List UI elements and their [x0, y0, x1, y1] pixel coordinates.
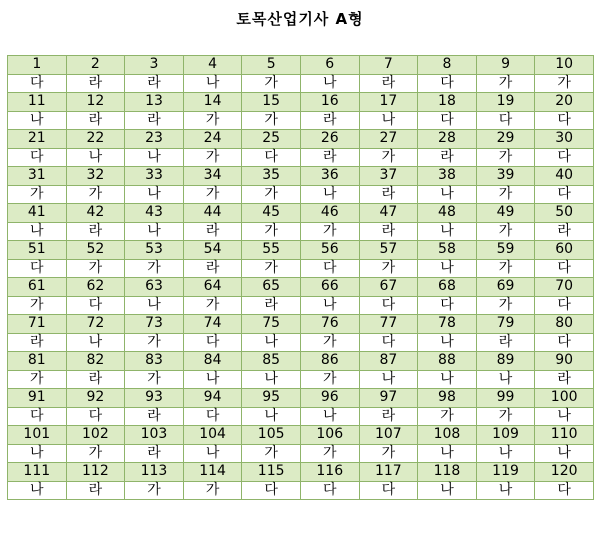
question-number-cell: 54	[183, 241, 242, 260]
question-number-cell: 37	[359, 167, 418, 186]
question-number-cell: 116	[300, 463, 359, 482]
answer-cell: 라	[359, 185, 418, 204]
question-number-cell: 69	[476, 278, 535, 297]
question-number-cell: 24	[183, 130, 242, 149]
answer-cell: 다	[535, 481, 594, 500]
answer-cell: 나	[418, 333, 477, 352]
question-number-cell: 41	[8, 204, 67, 223]
question-number-cell: 102	[66, 426, 125, 445]
question-number-cell: 61	[8, 278, 67, 297]
answer-cell: 라	[66, 111, 125, 130]
answer-cell: 다	[535, 185, 594, 204]
answer-cell: 나	[418, 370, 477, 389]
question-number-cell: 30	[535, 130, 594, 149]
answer-cell: 라	[183, 259, 242, 278]
answer-cell: 라	[359, 407, 418, 426]
answer-cell: 다	[418, 296, 477, 315]
answer-cell: 다	[66, 407, 125, 426]
question-number-row	[8, 315, 594, 334]
answer-cell: 나	[300, 407, 359, 426]
answer-cell: 가	[476, 296, 535, 315]
answer-cell: 나	[125, 185, 184, 204]
answer-cell: 가	[476, 259, 535, 278]
question-number-row	[8, 389, 594, 408]
answer-cell: 다	[8, 259, 67, 278]
answer-cell: 라	[359, 222, 418, 241]
question-number-cell: 5	[242, 56, 301, 75]
question-number-row	[8, 426, 594, 445]
question-number-cell: 11	[8, 93, 67, 112]
question-number-cell: 104	[183, 426, 242, 445]
question-number-cell: 120	[535, 463, 594, 482]
question-number-cell: 22	[66, 130, 125, 149]
answer-cell: 가	[66, 259, 125, 278]
answer-cell: 라	[418, 148, 477, 167]
page-title: 토목산업기사 A형	[236, 10, 364, 28]
answer-cell: 가	[125, 259, 184, 278]
answer-cell: 가	[183, 111, 242, 130]
answer-cell: 가	[242, 185, 301, 204]
answer-cell: 가	[183, 148, 242, 167]
answer-cell: 가	[300, 222, 359, 241]
question-number-cell: 44	[183, 204, 242, 223]
answer-cell: 가	[8, 185, 67, 204]
question-number-cell: 55	[242, 241, 301, 260]
question-number-cell: 28	[418, 130, 477, 149]
question-number-cell: 1	[8, 56, 67, 75]
question-number-cell: 86	[300, 352, 359, 371]
question-number-cell: 59	[476, 241, 535, 260]
question-number-cell: 106	[300, 426, 359, 445]
answer-cell: 가	[359, 259, 418, 278]
question-number-cell: 60	[535, 241, 594, 260]
question-number-cell: 12	[66, 93, 125, 112]
question-number-cell: 98	[418, 389, 477, 408]
answer-cell: 가	[535, 74, 594, 93]
question-number-cell: 112	[66, 463, 125, 482]
answer-cell: 가	[242, 222, 301, 241]
answer-cell: 가	[242, 444, 301, 463]
answer-cell: 나	[300, 185, 359, 204]
question-number-cell: 48	[418, 204, 477, 223]
question-number-cell: 78	[418, 315, 477, 334]
answer-cell: 가	[300, 333, 359, 352]
answer-cell: 나	[476, 370, 535, 389]
question-number-cell: 87	[359, 352, 418, 371]
question-number-row	[8, 130, 594, 149]
answer-cell: 다	[535, 111, 594, 130]
answer-cell: 나	[476, 444, 535, 463]
question-number-cell: 107	[359, 426, 418, 445]
question-number-cell: 58	[418, 241, 477, 260]
question-number-cell: 90	[535, 352, 594, 371]
answer-cell: 다	[8, 74, 67, 93]
question-number-cell: 52	[66, 241, 125, 260]
question-number-row	[8, 352, 594, 371]
question-number-cell: 92	[66, 389, 125, 408]
question-number-cell: 3	[125, 56, 184, 75]
answer-cell: 가	[300, 444, 359, 463]
answer-cell: 나	[8, 111, 67, 130]
question-number-cell: 10	[535, 56, 594, 75]
answer-cell: 나	[535, 407, 594, 426]
answer-cell: 라	[66, 74, 125, 93]
question-number-cell: 34	[183, 167, 242, 186]
question-number-cell: 79	[476, 315, 535, 334]
answer-cell: 나	[242, 370, 301, 389]
answer-cell: 다	[535, 259, 594, 278]
answer-cell: 가	[8, 296, 67, 315]
question-number-cell: 56	[300, 241, 359, 260]
question-number-cell: 8	[418, 56, 477, 75]
answer-cell: 가	[242, 111, 301, 130]
question-number-cell: 31	[8, 167, 67, 186]
answer-cell: 나	[125, 296, 184, 315]
answer-cell: 가	[242, 259, 301, 278]
answer-cell: 나	[300, 74, 359, 93]
answer-cell: 라	[535, 222, 594, 241]
answer-cell: 라	[300, 148, 359, 167]
question-number-cell: 35	[242, 167, 301, 186]
answer-cell: 가	[242, 74, 301, 93]
question-number-row	[8, 93, 594, 112]
question-number-cell: 109	[476, 426, 535, 445]
question-number-cell: 94	[183, 389, 242, 408]
question-number-cell: 117	[359, 463, 418, 482]
question-number-cell: 33	[125, 167, 184, 186]
question-number-cell: 101	[8, 426, 67, 445]
answer-cell: 나	[418, 444, 477, 463]
question-number-cell: 46	[300, 204, 359, 223]
answer-row	[8, 222, 594, 241]
question-number-cell: 36	[300, 167, 359, 186]
answer-cell: 다	[418, 74, 477, 93]
answer-cell: 다	[535, 333, 594, 352]
question-number-cell: 73	[125, 315, 184, 334]
question-number-cell: 14	[183, 93, 242, 112]
answer-cell: 다	[183, 333, 242, 352]
answer-cell: 다	[359, 333, 418, 352]
question-number-cell: 40	[535, 167, 594, 186]
question-number-cell: 57	[359, 241, 418, 260]
answer-cell: 라	[66, 222, 125, 241]
question-number-cell: 26	[300, 130, 359, 149]
answer-cell: 라	[66, 370, 125, 389]
question-number-cell: 32	[66, 167, 125, 186]
answer-row	[8, 370, 594, 389]
answer-row	[8, 407, 594, 426]
question-number-cell: 6	[300, 56, 359, 75]
question-number-cell: 114	[183, 463, 242, 482]
answer-cell: 나	[418, 185, 477, 204]
answer-cell: 가	[418, 407, 477, 426]
question-number-cell: 45	[242, 204, 301, 223]
answer-cell: 라	[125, 111, 184, 130]
answer-cell: 나	[66, 148, 125, 167]
question-number-cell: 17	[359, 93, 418, 112]
answer-cell: 가	[300, 370, 359, 389]
question-number-cell: 99	[476, 389, 535, 408]
answer-cell: 나	[125, 148, 184, 167]
question-number-cell: 64	[183, 278, 242, 297]
question-number-cell: 103	[125, 426, 184, 445]
answer-cell: 나	[535, 444, 594, 463]
question-number-cell: 84	[183, 352, 242, 371]
answer-cell: 가	[359, 444, 418, 463]
answer-cell: 나	[125, 222, 184, 241]
question-number-cell: 27	[359, 130, 418, 149]
question-number-cell: 21	[8, 130, 67, 149]
question-number-row	[8, 241, 594, 260]
answer-row	[8, 333, 594, 352]
question-number-row	[8, 204, 594, 223]
question-number-cell: 74	[183, 315, 242, 334]
answer-cell: 다	[418, 111, 477, 130]
answer-cell: 나	[300, 296, 359, 315]
question-number-cell: 13	[125, 93, 184, 112]
question-number-cell: 105	[242, 426, 301, 445]
answer-cell: 나	[418, 222, 477, 241]
question-number-cell: 108	[418, 426, 477, 445]
question-number-cell: 29	[476, 130, 535, 149]
answer-row	[8, 481, 594, 500]
question-number-cell: 115	[242, 463, 301, 482]
question-number-cell: 47	[359, 204, 418, 223]
answer-cell: 가	[183, 296, 242, 315]
question-number-row	[8, 278, 594, 297]
question-number-cell: 88	[418, 352, 477, 371]
answer-cell: 나	[183, 74, 242, 93]
answer-cell: 나	[8, 481, 67, 500]
question-number-cell: 67	[359, 278, 418, 297]
answer-cell: 나	[418, 481, 477, 500]
answer-cell: 다	[242, 148, 301, 167]
question-number-cell: 85	[242, 352, 301, 371]
question-number-cell: 16	[300, 93, 359, 112]
answer-cell: 가	[125, 333, 184, 352]
answer-cell: 다	[183, 407, 242, 426]
question-number-cell: 97	[359, 389, 418, 408]
answer-cell: 다	[66, 296, 125, 315]
answer-cell: 가	[476, 185, 535, 204]
question-number-cell: 19	[476, 93, 535, 112]
answer-cell: 가	[476, 74, 535, 93]
answer-cell: 다	[300, 259, 359, 278]
question-number-row	[8, 167, 594, 186]
answer-cell: 가	[125, 370, 184, 389]
answer-row	[8, 259, 594, 278]
answer-cell: 다	[476, 111, 535, 130]
question-number-cell: 77	[359, 315, 418, 334]
answer-cell: 다	[242, 481, 301, 500]
answer-cell: 라	[183, 222, 242, 241]
question-number-cell: 18	[418, 93, 477, 112]
question-number-cell: 53	[125, 241, 184, 260]
answer-cell: 나	[8, 222, 67, 241]
answer-cell: 나	[8, 444, 67, 463]
question-number-cell: 43	[125, 204, 184, 223]
answer-row	[8, 296, 594, 315]
question-number-cell: 118	[418, 463, 477, 482]
question-number-cell: 49	[476, 204, 535, 223]
question-number-cell: 65	[242, 278, 301, 297]
question-number-cell: 4	[183, 56, 242, 75]
answer-cell: 라	[8, 333, 67, 352]
answer-cell: 다	[535, 148, 594, 167]
answer-cell: 다	[300, 481, 359, 500]
answer-row	[8, 74, 594, 93]
question-number-cell: 96	[300, 389, 359, 408]
answer-cell: 라	[359, 74, 418, 93]
answer-cell: 나	[242, 407, 301, 426]
question-number-cell: 93	[125, 389, 184, 408]
question-number-cell: 110	[535, 426, 594, 445]
answer-cell: 라	[476, 333, 535, 352]
question-number-cell: 7	[359, 56, 418, 75]
answer-cell: 라	[66, 481, 125, 500]
answer-cell: 나	[418, 259, 477, 278]
question-number-cell: 80	[535, 315, 594, 334]
question-number-cell: 63	[125, 278, 184, 297]
answer-cell: 가	[183, 481, 242, 500]
answer-row	[8, 148, 594, 167]
answer-cell: 라	[125, 407, 184, 426]
question-number-cell: 2	[66, 56, 125, 75]
question-number-cell: 25	[242, 130, 301, 149]
answer-cell: 라	[242, 296, 301, 315]
answer-cell: 나	[183, 370, 242, 389]
answer-cell: 가	[8, 370, 67, 389]
question-number-cell: 83	[125, 352, 184, 371]
question-number-cell: 9	[476, 56, 535, 75]
question-number-cell: 15	[242, 93, 301, 112]
question-number-cell: 81	[8, 352, 67, 371]
question-number-cell: 38	[418, 167, 477, 186]
answer-cell: 가	[476, 148, 535, 167]
question-number-cell: 23	[125, 130, 184, 149]
question-number-row	[8, 463, 594, 482]
question-number-cell: 68	[418, 278, 477, 297]
question-number-cell: 111	[8, 463, 67, 482]
answer-cell: 가	[125, 481, 184, 500]
question-number-cell: 62	[66, 278, 125, 297]
answer-cell: 다	[359, 296, 418, 315]
question-number-cell: 39	[476, 167, 535, 186]
question-number-cell: 75	[242, 315, 301, 334]
answer-cell: 라	[125, 74, 184, 93]
question-number-cell: 72	[66, 315, 125, 334]
question-number-cell: 95	[242, 389, 301, 408]
question-number-cell: 89	[476, 352, 535, 371]
question-number-cell: 20	[535, 93, 594, 112]
answer-cell: 다	[359, 481, 418, 500]
answer-cell: 나	[359, 370, 418, 389]
question-number-cell: 51	[8, 241, 67, 260]
question-number-cell: 50	[535, 204, 594, 223]
answer-cell: 다	[8, 407, 67, 426]
answer-cell: 가	[66, 444, 125, 463]
answer-table-body	[8, 56, 594, 500]
question-number-cell: 113	[125, 463, 184, 482]
question-number-cell: 91	[8, 389, 67, 408]
answer-row	[8, 111, 594, 130]
question-number-row	[8, 56, 594, 75]
answer-cell: 라	[300, 111, 359, 130]
answer-cell: 다	[535, 296, 594, 315]
answer-cell: 다	[8, 148, 67, 167]
answer-cell: 라	[535, 370, 594, 389]
answer-row	[8, 444, 594, 463]
answer-cell: 가	[359, 148, 418, 167]
question-number-cell: 70	[535, 278, 594, 297]
question-number-cell: 82	[66, 352, 125, 371]
answer-cell: 가	[476, 407, 535, 426]
question-number-cell: 100	[535, 389, 594, 408]
answer-cell: 나	[476, 481, 535, 500]
answer-cell: 나	[359, 111, 418, 130]
answer-row	[8, 185, 594, 204]
answer-cell: 라	[125, 444, 184, 463]
answer-table	[7, 55, 594, 500]
answer-cell: 가	[183, 185, 242, 204]
question-number-cell: 42	[66, 204, 125, 223]
question-number-cell: 76	[300, 315, 359, 334]
answer-cell: 나	[183, 444, 242, 463]
answer-cell: 나	[242, 333, 301, 352]
question-number-cell: 119	[476, 463, 535, 482]
answer-cell: 가	[476, 222, 535, 241]
answer-cell: 나	[66, 333, 125, 352]
answer-cell: 가	[66, 185, 125, 204]
question-number-cell: 66	[300, 278, 359, 297]
question-number-cell: 71	[8, 315, 67, 334]
